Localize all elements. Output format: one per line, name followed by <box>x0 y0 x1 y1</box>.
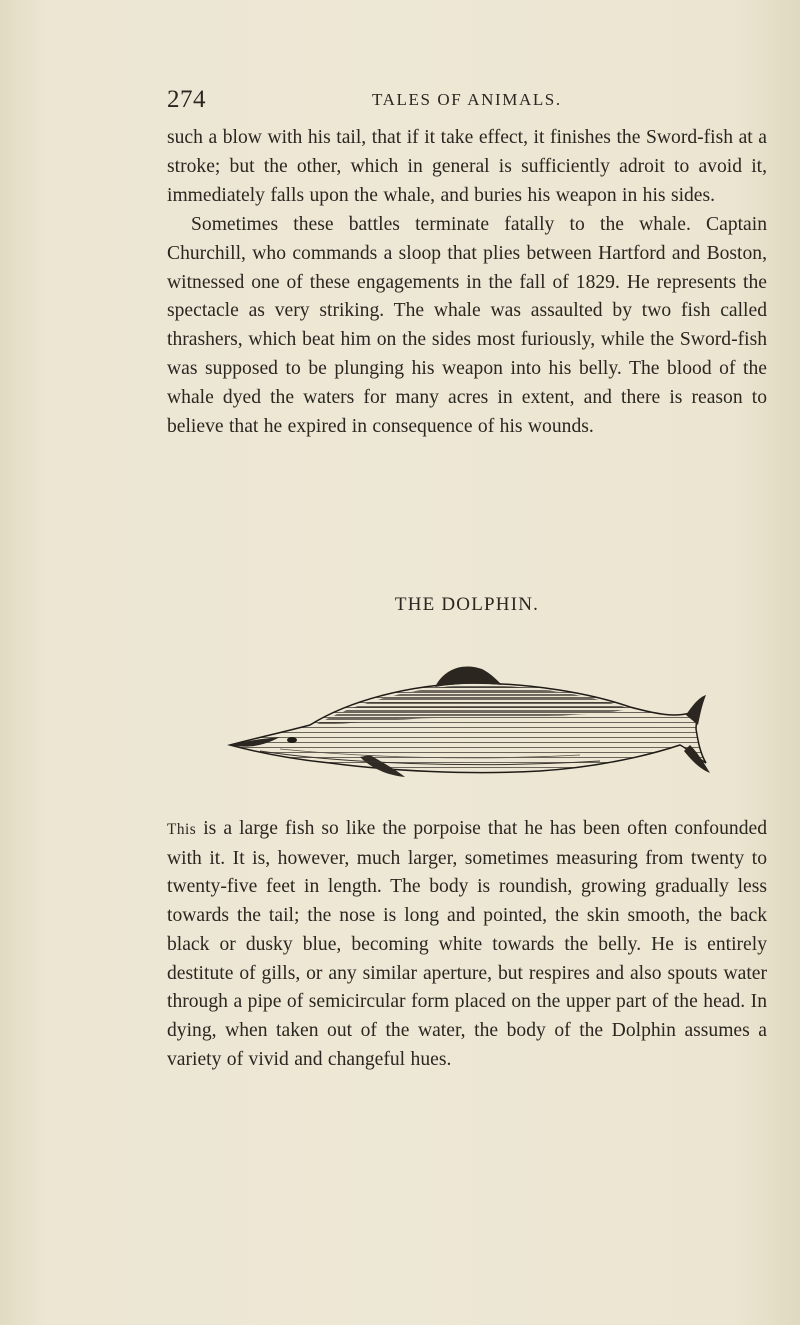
section-title: THE DOLPHIN. <box>394 594 540 615</box>
page-number: 274 <box>167 86 206 113</box>
paragraph-text: is a large fish so like the porpoise that he has been often confounded with it. It is, however, much larger, sometimes measuring from twenty to twenty-five feet in length. The body is roundish, growing gradually less towards the tail; the nose is long and pointed, the skin smooth, the back black or dusky blue, becoming white towards the belly. He is entirely destitute of gills, or any similar aperture, but respires and also spouts water through a pipe of semicircular form placed on the upper part of the head. In dying, when taken out of the water, the body of the Dolphin assumes a variety of vivid and changeful hues. <box>167 818 767 1070</box>
running-head: TALES OF ANIMALS. <box>372 90 562 109</box>
lead-word: This <box>167 821 197 838</box>
paragraph <box>167 815 767 1074</box>
page-header <box>167 86 727 116</box>
body-text-bottom <box>167 815 767 1074</box>
paragraph: Sometimes these battles terminate fatally to the whale. Captain Churchill, who commands a sloop that plies between Hartford and Boston, witnessed one of these engagements in the fall of 1829. He represents the spectacle as very striking. The whale was assaulted by two fish called thrashers, which beat him on the sides most furiously, while the Sword-fish was supposed to be plunging his weapon into his belly. The blood of the whale dyed the waters for many acres in extent, and there is reason to believe that he expired in consequence of his wounds. <box>167 213 767 438</box>
paragraph: such a blow with his tail, that if it take effect, it finishes the Sword-fish at a stroke; but the other, which in general is sufficiently adroit to avoid it, immediately falls upon the whale, and buries his weapon in his sides. <box>167 127 767 206</box>
dolphin-illustration <box>220 645 720 785</box>
body-text-top <box>167 124 767 442</box>
